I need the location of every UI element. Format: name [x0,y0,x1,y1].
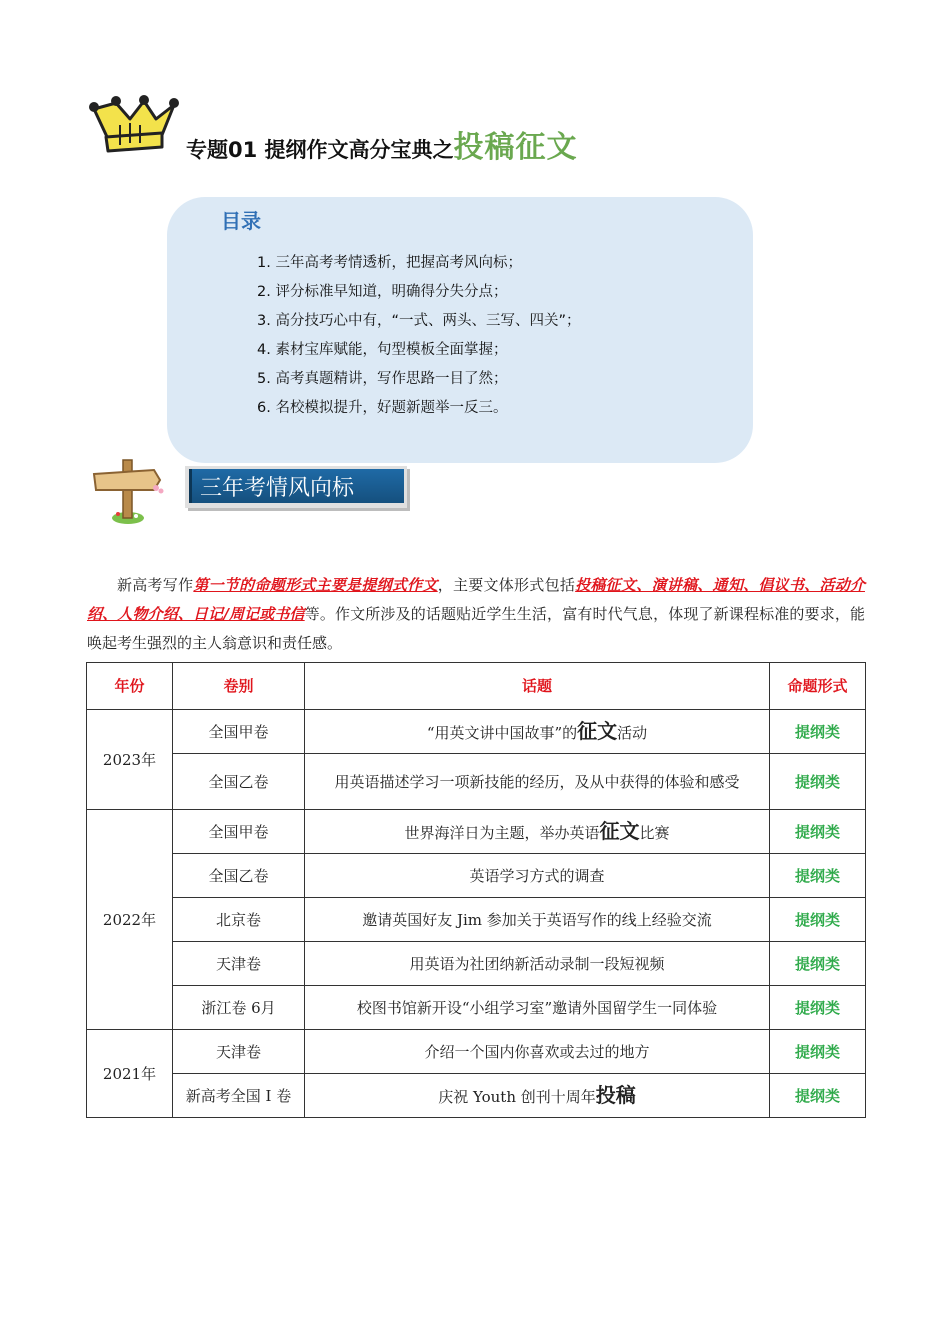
year-cell: 2021年 [87,1030,173,1118]
table-header-row [87,663,866,710]
intro-highlight: 第一节的命题形式主要是提纲式作文 [193,576,438,594]
signpost-icon [90,458,170,528]
topic-cell: 用英语为社团纳新活动录制一段短视频 [305,942,770,986]
title-prefix: 专题01 提纲作文高分宝典之 [186,138,454,162]
toc-item: 4. 素材宝库赋能，句型模板全面掌握； [257,342,508,358]
intro-text: 新高考写作 [117,576,194,594]
header-year: 年份 [87,663,173,710]
topic-cell: 邀请英国好友 Jim 参加关于英语写作的线上经验交流 [305,898,770,942]
crown-icon [86,95,180,157]
format-cell: 提纲类 [770,710,866,754]
header-paper: 卷别 [173,663,305,710]
format-cell: 提纲类 [770,986,866,1030]
section-banner [185,466,407,508]
format-cell: 提纲类 [770,942,866,986]
table-row [87,1030,866,1074]
year-cell: 2022年 [87,810,173,1030]
toc-list [257,249,580,423]
header-format: 命题形式 [770,663,866,710]
intro-highlight: 投稿征文、演讲稿、通知、倡议书、活动介绍、人物介绍、日记/周记或书信 [87,576,865,623]
toc-item: 3. 高分技巧心中有，“一式、两头、三写、四关”； [257,313,581,329]
table-row [87,1074,866,1118]
topic-cell: 用英语描述学习一项新技能的经历，及从中获得的体验和感受 [305,754,770,810]
format-cell: 提纲类 [770,854,866,898]
table-row [87,810,866,854]
toc-item: 2. 评分标准早知道，明确得分失分点； [257,284,508,300]
paper-cell: 新高考全国 I 卷 [173,1074,305,1118]
toc-item: 5. 高考真题精讲，写作思路一目了然； [257,371,508,387]
format-cell: 提纲类 [770,1074,866,1118]
topic-cell: 英语学习方式的调查 [305,854,770,898]
paper-cell: 全国乙卷 [173,754,305,810]
table-of-contents [167,197,753,463]
topic-cell: 世界海洋日为主题，举办英语征文比赛 [305,810,770,854]
topic-cell: “用英文讲中国故事”的征文活动 [305,710,770,754]
format-cell: 提纲类 [770,754,866,810]
section-title: 三年考情风向标 [200,476,355,501]
paper-cell: 北京卷 [173,898,305,942]
paper-cell: 全国甲卷 [173,810,305,854]
header-topic: 话题 [305,663,770,710]
year-cell: 2023年 [87,710,173,810]
table-row [87,754,866,810]
table-row [87,898,866,942]
paper-cell: 全国甲卷 [173,710,305,754]
title-highlight: 投稿征文 [453,130,578,165]
format-cell: 提纲类 [770,810,866,854]
topic-cell: 校图书馆新开设“小组学习室”邀请外国留学生一同体验 [305,986,770,1030]
paper-cell: 天津卷 [173,942,305,986]
table-row [87,986,866,1030]
topics-table [86,662,866,1118]
topic-cell: 庆祝 Youth 创刊十周年投稿 [305,1074,770,1118]
paper-cell: 全国乙卷 [173,854,305,898]
page-title [186,122,578,166]
table-row [87,942,866,986]
topic-cell: 介绍一个国内你喜欢或去过的地方 [305,1030,770,1074]
toc-heading: 目录 [221,209,261,233]
toc-item: 1. 三年高考考情透析，把握高考风向标； [257,255,522,271]
paper-cell: 浙江卷 6月 [173,986,305,1030]
table-row [87,710,866,754]
intro-text: 等。作文所涉及的话题贴近学生生活，富有时代气息，体现了新课程标准的要求，能唤起考生强烈的主人翁意识和责任感。 [87,605,865,652]
format-cell: 提纲类 [770,898,866,942]
paper-cell: 天津卷 [173,1030,305,1074]
format-cell: 提纲类 [770,1030,866,1074]
table-row [87,854,866,898]
toc-item: 6. 名校模拟提升，好题新题举一反三。 [257,400,508,416]
intro-paragraph [87,571,865,658]
intro-text: ，主要文体形式包括 [437,576,576,594]
